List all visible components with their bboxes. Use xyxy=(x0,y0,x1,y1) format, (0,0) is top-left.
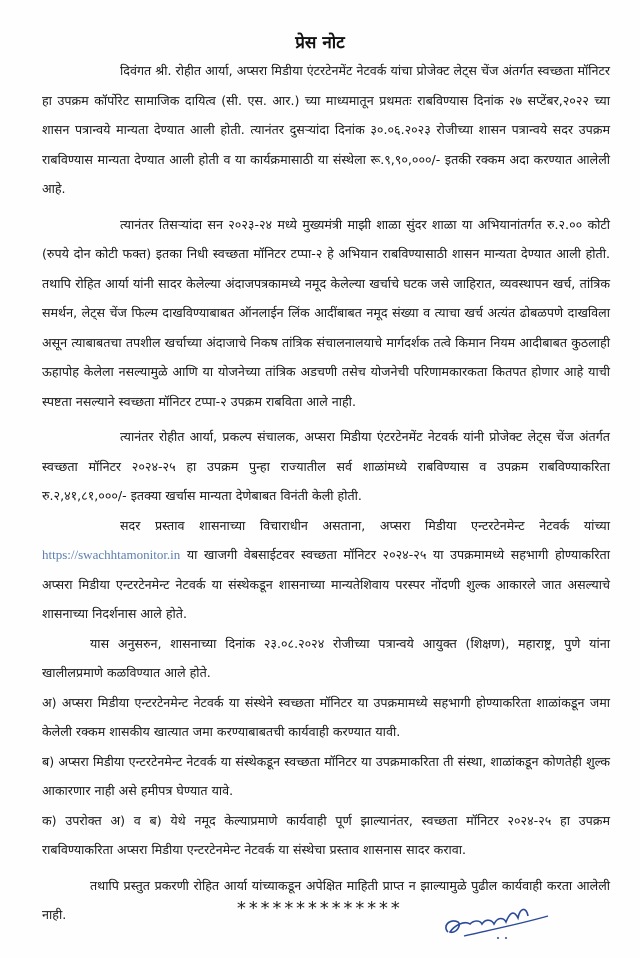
signature-icon xyxy=(440,890,570,950)
paragraph-1: दिवंगत श्री. रोहीत आर्या, अप्सरा मिडीया एंटरटेनमेंट नेटवर्क यांचा प्रोजेक्ट लेट्स चेंज अंतर्गत स्वच्छता मॉनिटर हा उपक्रम कॉर्पोरेट सामाजिक दायित्व (सी. एस. आर.) च्या माध्यमातून प्रथमतः राबविण्यास दिनांक २७ सप्टेंबर,२०२२ च्या शासन पत्रान्वये मान्यता देण्यात आली होती. त्यानंतर दुसऱ्यांदा दिनांक ३०.०६.२०२३ रोजीच्या शासन पत्रान्वये सदर उपक्रम राबविण्यास मान्यता देण्यात आली होती व या कार्यक्रमासाठी या संस्थेला रू.९,९०,०००/- इतकी रक्कम अदा करण्यात आलेली आहे. xyxy=(42,63,610,196)
document-body xyxy=(42,56,610,930)
page-title: प्रेस नोट xyxy=(295,33,345,53)
point-b: ब) अप्सरा मिडीया एन्टरटेनमेन्ट नेटवर्क या संस्थेकडून स्वच्छता मॉनिटर या उपक्रमाकरिता ती संस्था, शाळांकडून कोणतेही शुल्क आकारणार नाही असे हमीपत्र घेण्यात यावे. xyxy=(42,753,610,798)
paragraph-2: त्यानंतर तिसऱ्यांदा सन २०२३-२४ मध्ये मुख्यमंत्री माझी शाळा सुंदर शाळा या अभियानांतर्गत रु.२.०० कोटी (रुपये दोन कोटी फक्त) इतका निधी स्वच्छता मॉनिटर टप्पा-२ हे अभियान राबविण्यासाठी शासन मान्यता देण्यात आली होती. तथापि रोहित आर्या यांनी सादर केलेल्या अंदाजपत्रकामध्ये नमूद केलेल्या खर्चाचे घटक जसे जाहिरात, व्यवस्थापन खर्च, तांत्रिक समर्थन, लेट्स चेंज फिल्म दाखविण्याबाबत ऑनलाईन लिंक आदींबाबत नमूद संख्या व त्याचा खर्च अत्यंत ढोबळपणे दाखविला असून त्याबाबतचा तपशील खर्चाच्या अंदाजाचे निकष तांत्रिक संचालनालयाचे मार्गदर्शक तत्वे किमान नियम आदीबाबत कुठलाही ऊहापोह केलेला नसल्यामुळे आणि या योजनेच्या तांत्रिक अडचणी तसेच योजनेची परिणामकारकता कितपत होणार आहे याची स्पष्टता नसल्याने स्वच्छता मॉनिटर टप्पा-२ उपक्रम राबविता आले नाही. xyxy=(42,216,610,409)
paragraph-closing: तथापि प्रस्तुत प्रकरणी रोहित आर्या यांच्याकडून अपेक्षित माहिती प्राप्त न झाल्यामुळे पुढील कार्यवाही करता आलेली नाही. xyxy=(42,877,610,922)
separator-stars: ************** xyxy=(236,898,402,919)
point-c: क) उपरोक्त अ) व ब) येथे नमूद केल्याप्रमाणे कार्यवाही पूर्ण झाल्यानंतर, स्वच्छता मॉनिटर २०२४-२५ हा उपक्रम राबविण्याकरिता अप्सरा मिडीया एन्टरटेनमेन्ट नेटवर्क या संस्थेचा प्रस्ताव शासनास सादर करावा. xyxy=(42,812,610,857)
paragraph-3: त्यानंतर रोहीत आर्या, प्रकल्प संचालक, अप्सरा मिडीया एंटरटेनमेंट नेटवर्क यांनी प्रोजेक्ट लेट्स चेंज अंतर्गत स्वच्छता मॉनिटर २०२४-२५ हा उपक्रम पुन्हा राज्यातील सर्व शाळांमध्ये राबविण्यास व उपक्रम राबविण्याकरिता रु.२,४१,८१,०००/- इतक्या खर्चास मान्यता देणेबाबत विनंती केली होती. xyxy=(42,429,610,503)
paragraph-5: यास अनुसरुन, शासनाच्या दिनांक २३.०८.२०२४ रोजीच्या पत्रान्वये आयुक्त (शिक्षण), महाराष्ट्र, पुणे यांना खालीलप्रमाणे कळविण्यात आले होते. xyxy=(42,635,610,680)
paragraph-4-text: सदर प्रस्ताव शासनाच्या विचाराधीन असताना, अप्सरा मिडीया एन्टरटेनमेन्ट नेटवर्क यांच्या xyxy=(120,517,610,533)
point-a: अ) अप्सरा मिडीया एन्टरटेनमेन्ट नेटवर्क या संस्थेने स्वच्छता मॉनिटर या उपक्रमामध्ये सहभागी होण्याकरिता शाळांकडून जमा केलेली रक्कम शासकीय खात्यात जमा करण्याबाबतची कार्यवाही करण्यात यावी. xyxy=(42,694,610,739)
paragraph-4-cont: या खाजगी वेबसाईटवर स्वच्छता मॉनिटर २०२४-२५ या उपक्रमामध्ये सहभागी होण्याकरिता अप्सरा मिडीया एन्टरटेनमेन्ट नेटवर्क या संस्थेकडून शासनाच्या मान्यतेशिवाय परस्पर नोंदणी शुल्क आकारले जात असल्याचे शासनाच्या निदर्शनास आले होते. xyxy=(42,547,610,621)
paragraph-4 xyxy=(42,511,610,629)
website-link[interactable]: https://swachhtamonitor.in xyxy=(42,547,181,562)
